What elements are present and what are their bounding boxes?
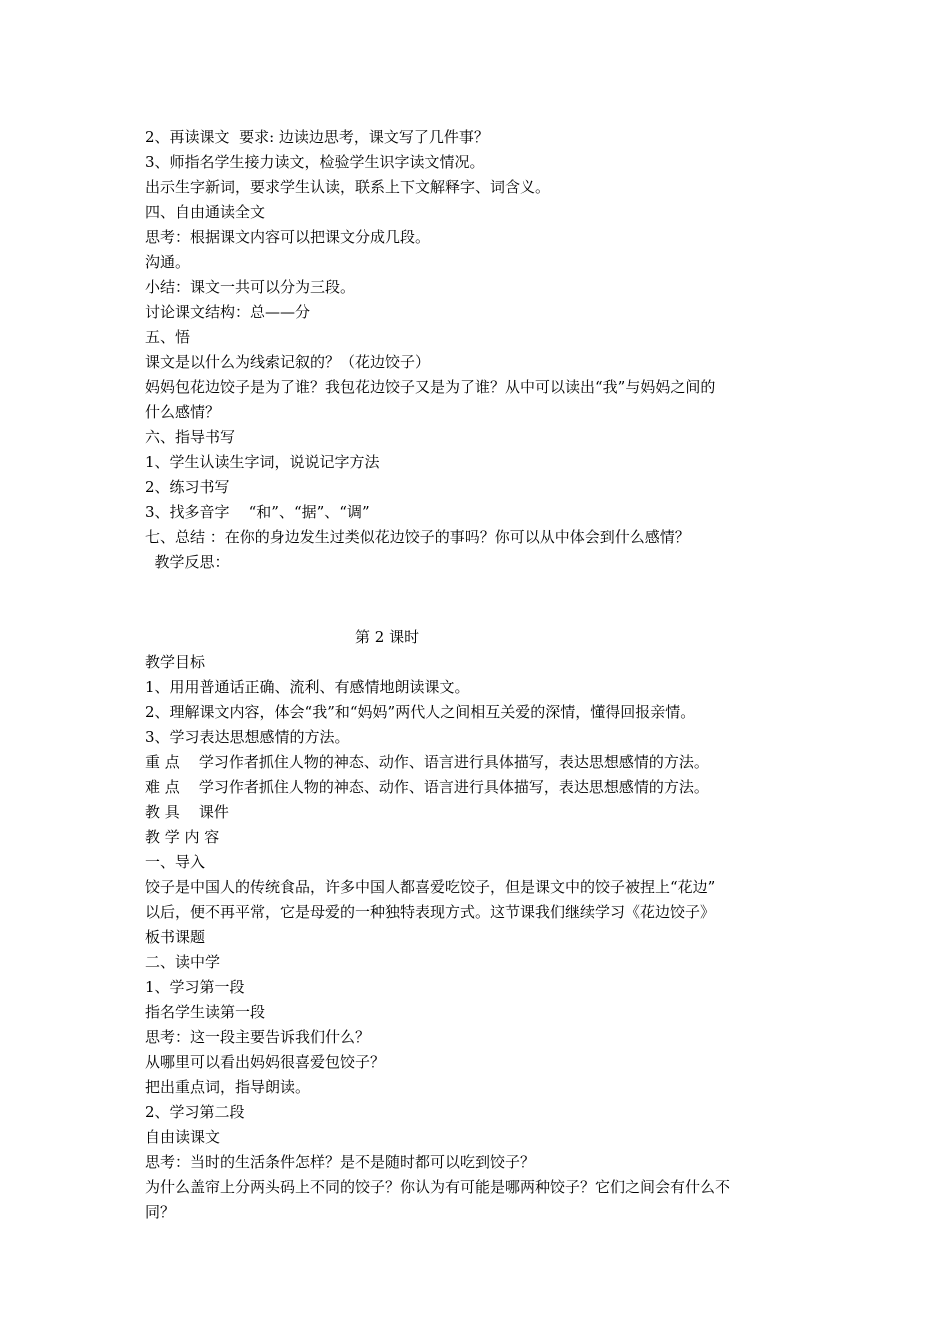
text-line: 妈妈包花边饺子是为了谁？我包花边饺子又是为了谁？从中可以读出“我”与妈妈之间的 (145, 378, 716, 396)
text-line: 3、师指名学生接力读文，检验学生识字读文情况。 (145, 153, 485, 171)
text-line: 自由读课文 (145, 1128, 221, 1146)
text-line: 把出重点词，指导朗读。 (145, 1078, 311, 1096)
text-line: 四、自由通读全文 (145, 203, 266, 221)
text-line: 以后，便不再平常，它是母爱的一种独特表现方式。这节课我们继续学习《花边饺子》 (145, 903, 716, 921)
text-line: 课文是以什么为线索记叙的？（花边饺子） (145, 353, 431, 371)
text-line: 2、练习书写 (145, 478, 230, 496)
text-line: 板书课题 (145, 928, 206, 946)
text-line: 七、总结 ：在你的身边发生过类似花边饺子的事吗？你可以从中体会到什么感情？ (145, 528, 690, 546)
text-line: 出示生字新词，要求学生认读，联系上下文解释字、词含义。 (145, 178, 551, 196)
text-line: 为什么盖帘上分两头码上不同的饺子？你认为有可能是哪两种饺子？它们之间会有什么不 (145, 1178, 731, 1196)
text-line: 一、导入 (145, 853, 206, 871)
text-line: 重 点 学习作者抓住人物的神态、动作、语言进行具体描写，表达思想感情的方法。 (145, 753, 709, 771)
text-line: 教学目标 (145, 653, 206, 671)
text-line: 讨论课文结构：总——分 (145, 303, 311, 321)
text-line: 教学反思： (145, 553, 230, 571)
text-line: 3、学习表达思想感情的方法。 (145, 728, 350, 746)
text-line: 六、指导书写 (145, 428, 236, 446)
text-line: 同？ (145, 1203, 176, 1221)
text-line: 什么感情？ (145, 403, 221, 421)
text-line: 1、学生认读生字词，说说记字方法 (145, 453, 380, 471)
text-line: 2、学习第二段 (145, 1103, 245, 1121)
text-line: 思考：根据课文内容可以把课文分成几段。 (145, 228, 431, 246)
text-line: 难 点 学习作者抓住人物的神态、动作、语言进行具体描写，表达思想感情的方法。 (145, 778, 709, 796)
text-line: 小结：课文一共可以分为三段。 (145, 278, 356, 296)
spacer (145, 575, 825, 625)
text-line: 沟通。 (145, 253, 191, 271)
document-body (145, 125, 825, 1225)
text-line: 从哪里可以看出妈妈很喜爱包饺子？ (145, 1053, 386, 1071)
text-line: 教 学 内 容 (145, 828, 220, 846)
text-line: 1、学习第一段 (145, 978, 245, 996)
text-line: 饺子是中国人的传统食品，许多中国人都喜爱吃饺子，但是课文中的饺子被捏上“花边” (145, 878, 716, 896)
lesson-title: 第 2 课时 (355, 628, 420, 646)
text-line: 2、再读课文 要求: 边读边思考，课文写了几件事？ (145, 128, 489, 146)
text-line: 思考：当时的生活条件怎样？是不是随时都可以吃到饺子？ (145, 1153, 536, 1171)
text-line: 3、找多音字 “和”、“据”、“调” (145, 503, 370, 521)
text-line: 二、读中学 (145, 953, 221, 971)
text-line: 指名学生读第一段 (145, 1003, 266, 1021)
text-line: 教 具 课件 (145, 803, 229, 821)
text-line: 五、悟 (145, 328, 191, 346)
text-line: 1、用用普通话正确、流利、有感情地朗读课文。 (145, 678, 470, 696)
text-line: 2、理解课文内容，体会“我”和“妈妈”两代人之间相互关爱的深情，懂得回报亲情。 (145, 703, 696, 721)
text-line: 思考：这一段主要告诉我们什么？ (145, 1028, 371, 1046)
